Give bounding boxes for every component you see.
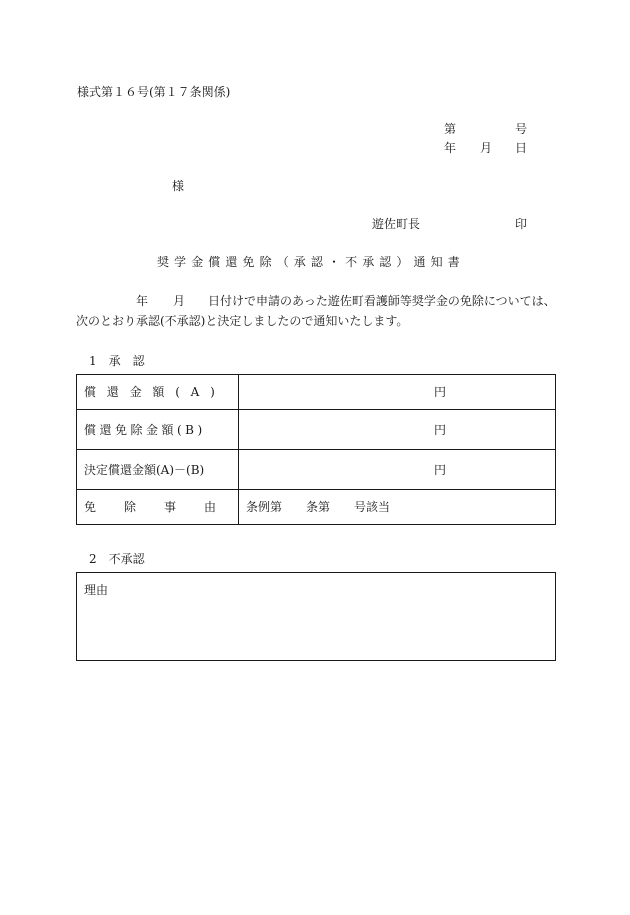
document-number-suffix: 号 [515,122,528,136]
exemption-amount-value: 円 [239,410,556,450]
body-month: 月 [173,294,186,308]
body-year: 年 [136,294,149,308]
decided-amount-value: 円 [239,450,556,490]
section-rejection-heading: 2 不承認 [89,552,145,566]
exemption-reason-label: 免除事由 [77,490,239,525]
body-paragraph-line-2: 次のとおり承認(不承認)と決定しましたので通知いたします。 [76,314,409,328]
reason-label: 理由 [84,583,109,597]
document-number-label: 第 [444,122,457,136]
table-row [77,450,556,490]
issuer-name: 遊佐町長 [372,217,421,231]
decided-amount-label: 決定償還金額(A)－(B) [77,450,239,490]
date-year: 年 [444,141,457,155]
document-title: 奨学金償還免除（承認・不承認）通知書 [157,255,465,269]
form-number: 様式第１６号(第１７条関係) [77,85,231,99]
repayment-amount-value: 円 [239,375,556,410]
approval-table [76,374,556,525]
seal-mark: 印 [515,217,528,231]
table-row [77,375,556,410]
exemption-amount-label: 償還免除金額(B) [77,410,239,450]
date-month: 月 [480,141,493,155]
table-row [77,490,556,525]
date-day: 日 [515,141,528,155]
body-line1-text: 日付けで申請のあった遊佐町看護師等奨学金の免除については、 [208,294,556,308]
rejection-reason-box [76,572,556,661]
repayment-amount-label: 償還金額(A) [77,375,239,410]
addressee-honorific: 様 [172,179,185,193]
exemption-reason-value: 条例第 条第 号該当 [239,490,556,525]
table-row [77,410,556,450]
section-approval-heading: 1 承 認 [89,354,145,368]
